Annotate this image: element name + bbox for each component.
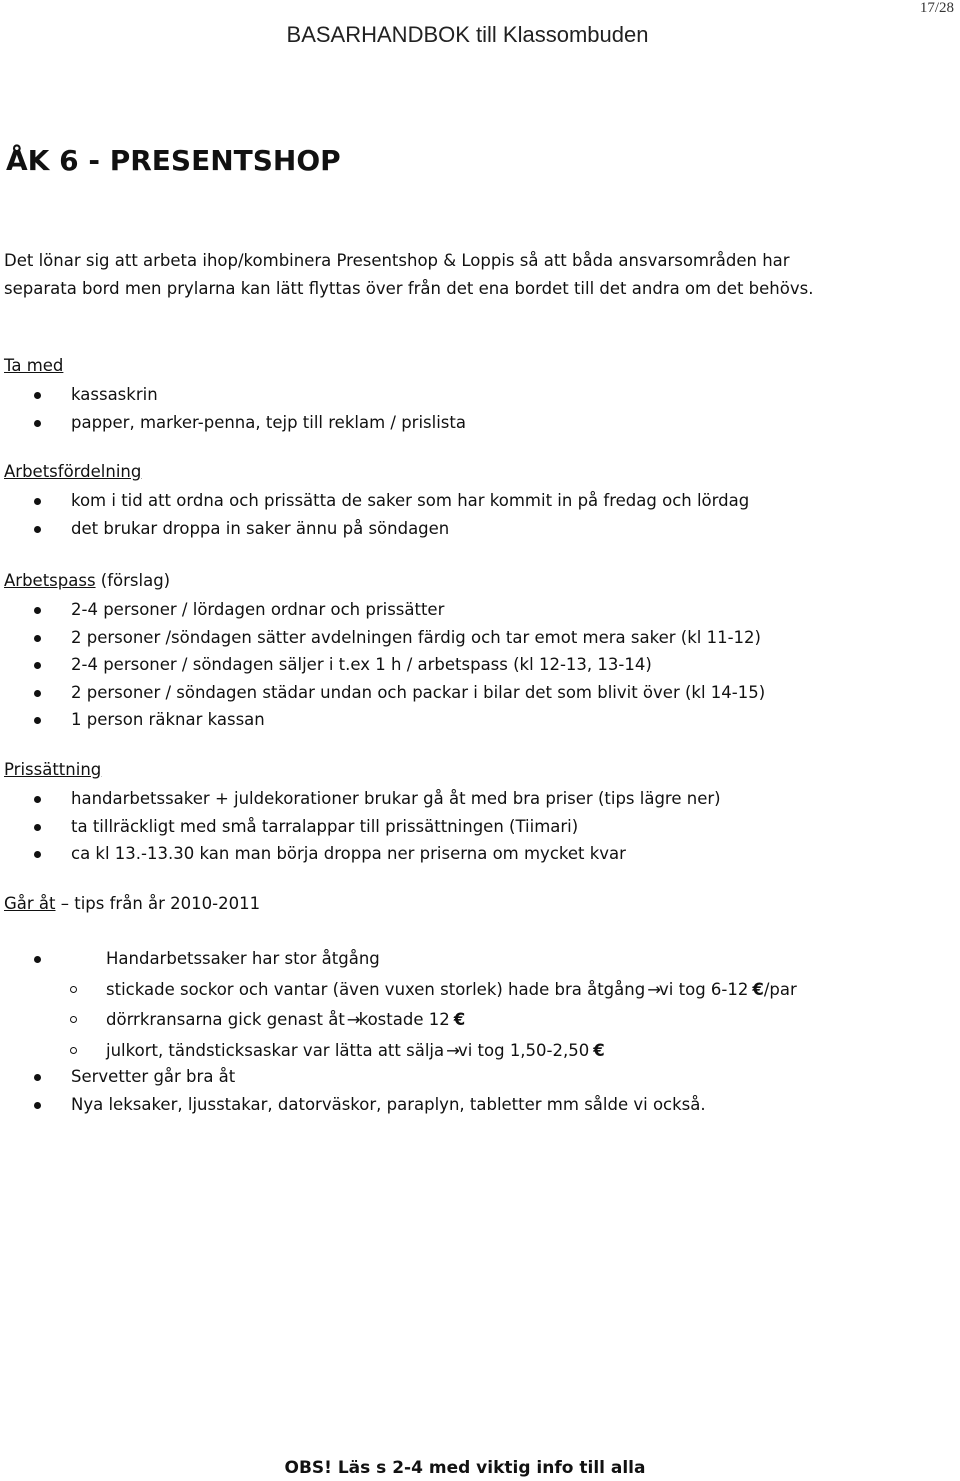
section-heading-label: Går åt [4, 894, 56, 913]
list-item [0, 624, 765, 652]
bullet-icon [34, 1102, 41, 1109]
list-item-text: kassaskrin [71, 385, 158, 404]
section-heading-arbetspass [4, 571, 170, 590]
list-item-text: Nya leksaker, ljusstakar, datorväskor, paraplyn, tabletter mm sålde vi också. [71, 1094, 706, 1114]
arrow-right-icon: → [446, 1040, 460, 1060]
list-item-text: stickade sockor och vantar (även vuxen storlek) hade bra åtgång [106, 979, 646, 999]
list-item-text: kom i tid att ordna och prissätta de saker som har kommit in på fredag och lördag [71, 491, 750, 510]
arrow-right-icon: → [647, 979, 662, 999]
circle-bullet-icon [70, 986, 77, 993]
ta-med-list [0, 381, 466, 436]
list-item [0, 785, 721, 813]
section-heading-ta-med [4, 356, 63, 375]
section-heading-label: Arbetspass [4, 571, 96, 590]
list-item [0, 1063, 706, 1091]
list-item [0, 487, 749, 515]
bullet-icon [34, 607, 41, 614]
list-item [0, 679, 765, 707]
list-item-text: 1 person räknar kassan [71, 710, 265, 729]
prissattning-list [0, 785, 721, 868]
section-heading-suffix: (förslag) [95, 571, 171, 590]
gar-at-list-continued [0, 1063, 706, 1118]
bullet-icon [34, 392, 41, 399]
bullet-icon [34, 956, 41, 963]
bullet-icon [34, 796, 41, 803]
list-item-text: vi tog 6-12 [659, 979, 749, 999]
bullet-icon [34, 851, 41, 858]
arrow-right-icon: → [346, 1010, 361, 1029]
section-heading-label: Arbetsfördelning [4, 462, 142, 481]
list-item [0, 944, 797, 975]
list-item [0, 596, 765, 624]
list-item-text: julkort, tändsticksaskar var lätta att sälja [106, 1040, 445, 1060]
bullet-icon [34, 635, 41, 642]
list-item-text: dörrkransarna gick genast åt [106, 1010, 345, 1029]
list-item-text: Handarbetssaker har stor åtgång [106, 949, 380, 968]
gar-at-list [0, 944, 797, 1066]
list-item-unit: /par [763, 979, 797, 999]
list-item-text: ta tillräckligt med små tarralappar till prissättningen (Tiimari) [71, 816, 579, 836]
list-item-text: 2 personer /söndagen sätter avdelningen färdig och tar emot mera saker (kl 11-12) [71, 627, 761, 647]
list-item [0, 381, 466, 409]
section-heading-label: Prissättning [4, 760, 102, 779]
sub-list-item [0, 1036, 797, 1067]
bullet-icon [34, 1074, 41, 1081]
arbetspass-list [0, 596, 765, 734]
arbetsfordelning-list [0, 487, 749, 542]
circle-bullet-icon [70, 1016, 77, 1023]
list-item-text: 2-4 personer / lördagen ordnar och prissätter [71, 600, 445, 619]
list-item-text: det brukar droppa in saker ännu på söndagen [71, 518, 450, 538]
circle-bullet-icon [70, 1047, 77, 1054]
list-item-text: papper, marker-penna, tejp till reklam / prislista [71, 412, 466, 432]
euro-icon: € [593, 1040, 605, 1060]
section-heading-gar-at [4, 894, 260, 913]
bullet-icon [34, 498, 41, 505]
list-item [0, 409, 466, 437]
intro-line: Det lönar sig att arbeta ihop/kombinera Presentshop & Loppis så att båda ansvarsområden har [4, 251, 790, 270]
list-item [0, 706, 765, 734]
list-item [0, 1091, 706, 1119]
section-heading-arbetsfordelning [4, 462, 141, 481]
list-item [0, 840, 721, 868]
bullet-icon [34, 717, 41, 724]
list-item [0, 651, 765, 679]
footer-note: OBS! Läs s 2-4 med viktig info till alla [284, 1458, 646, 1478]
bullet-icon [34, 420, 41, 427]
header-title: BASARHANDBOK till Klassombuden [286, 22, 649, 47]
intro-line: separata bord men prylarna kan lätt flyttas över från det ena bordet till det andra om det behövs. [4, 279, 814, 298]
bullet-icon [34, 824, 41, 831]
list-item-text: vi tog 1,50-2,50 [457, 1040, 590, 1060]
sub-list-item [0, 975, 797, 1006]
euro-icon: € [752, 979, 764, 999]
page-title: ÅK 6 - PRESENTSHOP [6, 144, 341, 177]
list-item-text: Servetter går bra åt [71, 1067, 236, 1086]
intro-paragraph [4, 247, 954, 303]
list-item-text: handarbetssaker + juldekorationer brukar gå åt med bra priser (tips lägre ner) [71, 789, 721, 808]
bullet-icon [34, 662, 41, 669]
euro-icon: € [453, 1010, 466, 1029]
sub-list-item [0, 1005, 797, 1036]
list-item-text: 2 personer / söndagen städar undan och packar i bilar det som blivit över (kl 14-15) [71, 682, 766, 702]
list-item-text: ca kl 13.-13.30 kan man börja droppa ner priserna om mycket kvar [71, 844, 626, 863]
list-item [0, 515, 749, 543]
list-item [0, 813, 721, 841]
bullet-icon [34, 526, 41, 533]
page-number: 17/28 [919, 0, 954, 16]
section-heading-label: Ta med [4, 356, 64, 375]
section-heading-suffix: – tips från år 2010-2011 [55, 894, 261, 913]
list-item-text: 2-4 personer / söndagen säljer i t.ex 1 h / arbetspass (kl 12-13, 13-14) [71, 655, 652, 674]
list-item-text: kostade 12 [358, 1010, 450, 1029]
bullet-icon [34, 690, 41, 697]
section-heading-prissattning [4, 760, 101, 779]
